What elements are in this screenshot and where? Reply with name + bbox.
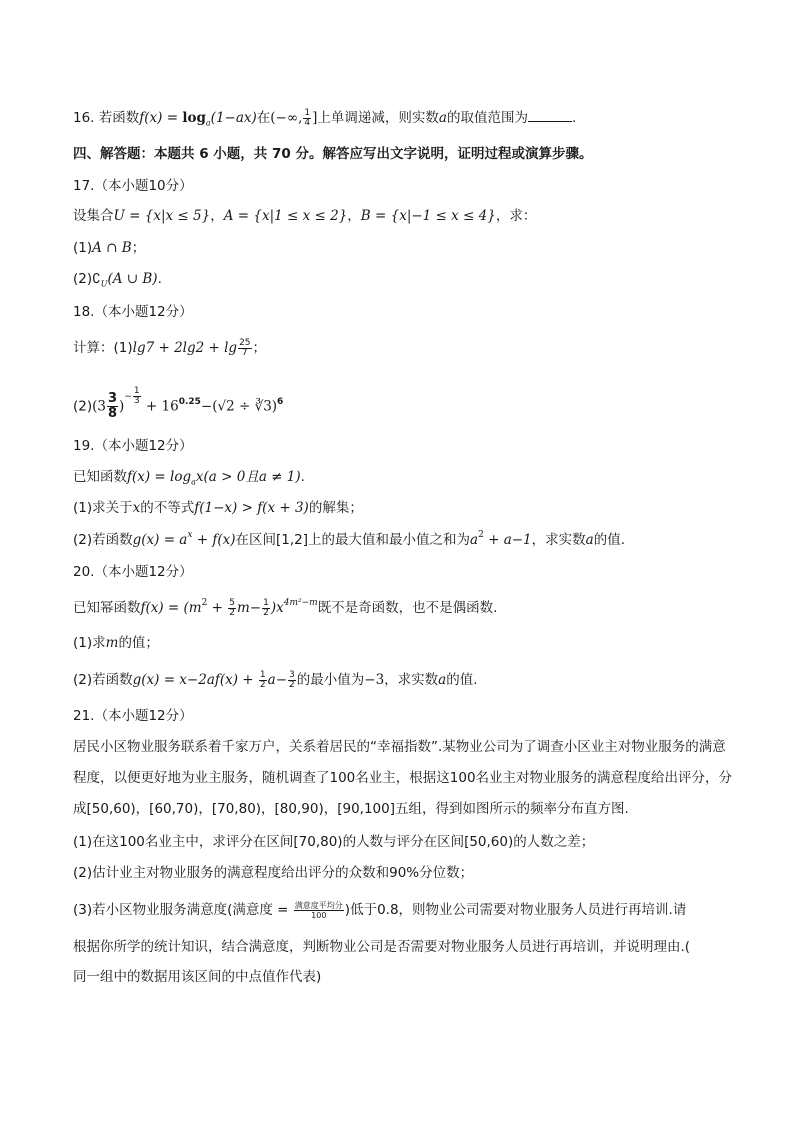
q21-paragraph: 居民小区物业服务联系着千家万户，关系着居民的“幸福指数”.某物业公司为了调查小区业主对物业服务的满意程度，以便更好地为业主服务，随机调查了100名业主，根据这100名业主对物业服务的满意程度给出评分，分成[50,60)，[60,70)，[70,80)，[80,90)，[90,100]五组，得到如图所示的频率分布直方图. xyxy=(73,739,733,817)
q17-header: 17.（本小题10分） xyxy=(73,178,193,194)
q17-given: 设集合U = {x|x ≤ 5}，A = {x|1 ≤ x ≤ 2}，B = {x|−1 ≤ x ≤ 4}，求： xyxy=(73,208,537,224)
q18-mixed-fraction: $\frac{3}{8}$ xyxy=(108,391,118,421)
answer-blank[interactable] xyxy=(528,109,572,122)
q16-in: 在 xyxy=(256,110,271,126)
q16-prefix: 16. 若函数 xyxy=(73,110,140,126)
q21-fraction: $\frac{\text{满意度平均分}}{100}$ xyxy=(294,900,343,920)
set-U: U = {x|x ≤ 5} xyxy=(113,208,211,224)
q21-part3: (3)若小区物业服务满意度(满意度 = $\frac{\text{满意度平均分}}{100}$ )低于0.8，则物业公司需要对物业服务人员进行再培训.请 xyxy=(73,900,687,920)
set-B: B = {x|−1 ≤ x ≤ 4} xyxy=(360,208,496,224)
q20-given: 已知幂函数$f(x) = (m^2$ + $\frac{5}{2}$ m− $\frac{1}{2}$ )$x^{4m^2-m}$既不是奇函数，也不是偶函数. xyxy=(73,597,498,618)
q21-part3-line3: 同一组中的数据用该区间的中点值作代表) xyxy=(73,969,322,985)
q19-given: 已知函数$f(x) = \log_ax(a > 0$且a ≠ 1). xyxy=(73,469,305,487)
q16-fraction: $\frac{1}{4}$ xyxy=(304,107,311,128)
q20-part2: (2)若函数g(x) = x−2af(x) + $\frac{1}{2}$ a− $\frac{3}{2}$ 的最小值为−3，求实数a的值. xyxy=(73,669,478,690)
q20-part1: (1)求m的值； xyxy=(73,635,159,651)
question-16: 16. 若函数$f(x) = \log_a(1-ax)$在(−∞, $\frac{1}{4}$ ]上单调递减，则实数a的取值范围为 . xyxy=(73,107,577,128)
q18-part2: (2)(3 $\frac{3}{8}$ )$^{- \frac{1}{3}}$ + $16^{0.25}-(√2$ ÷ ∛3)$^6$ xyxy=(73,385,284,421)
q18-fraction: $\frac{25}{7}$ xyxy=(239,337,251,358)
q19-part1: (1)求关于x的不等式f(1−x) > f(x + 3)的解集； xyxy=(73,500,363,516)
q20-header: 20.（本小题12分） xyxy=(73,564,193,580)
q21-header: 21.（本小题12分） xyxy=(73,708,193,724)
q16-var: a xyxy=(438,110,447,126)
q21-part1: (1)在这100名业主中，求评分在区间[70,80)的人数与评分在区间[50,60)的人数之差； xyxy=(73,834,595,850)
section-heading: 四、解答题：本题共 6 小题，共 70 分。解答应写出文字说明，证明过程或演算步骤。 xyxy=(73,146,593,162)
set-A: A = {x|1 ≤ x ≤ 2} xyxy=(223,208,348,224)
q16-log: log xyxy=(182,110,206,126)
q18-exponent-fraction: $\frac{1}{3}$ xyxy=(133,385,140,406)
q19-part2: (2)若函数$g(x) = a^x + f(x)$在区间[1,2]上的最大值和最小值之和为$a^2 + a-1$，求实数a的值. xyxy=(73,530,625,548)
q21-part3-line2: 根据你所学的统计知识，结合满意度，判断物业公司是否需要对物业服务人员进行再培训，并说明理由.( xyxy=(73,939,691,955)
q16-text2: 的取值范围为 xyxy=(446,110,528,126)
q17-part2: $(2)∁_U(A$ ∪ B). xyxy=(73,271,162,289)
q19-header: 19.（本小题12分） xyxy=(73,438,193,454)
q16-fx: f(x) = xyxy=(139,110,183,126)
q16-interval-close: ] xyxy=(312,110,318,126)
q16-arg: (1−ax) xyxy=(210,110,257,126)
q17-part1: (1)A ∩ B； xyxy=(73,240,146,256)
q18-part1: 计算：(1)lg7 + 2lg2 + lg $\frac{25}{7}$ ； xyxy=(73,337,267,358)
q16-text: 上单调递减，则实数 xyxy=(317,110,439,126)
q16-base: a xyxy=(205,118,211,128)
q16-interval-open: (−∞, xyxy=(270,110,303,126)
q18-header: 18.（本小题12分） xyxy=(73,304,193,320)
q21-part2: (2)估计业主对物业服务的满意程度给出评分的众数和90%分位数； xyxy=(73,865,474,881)
